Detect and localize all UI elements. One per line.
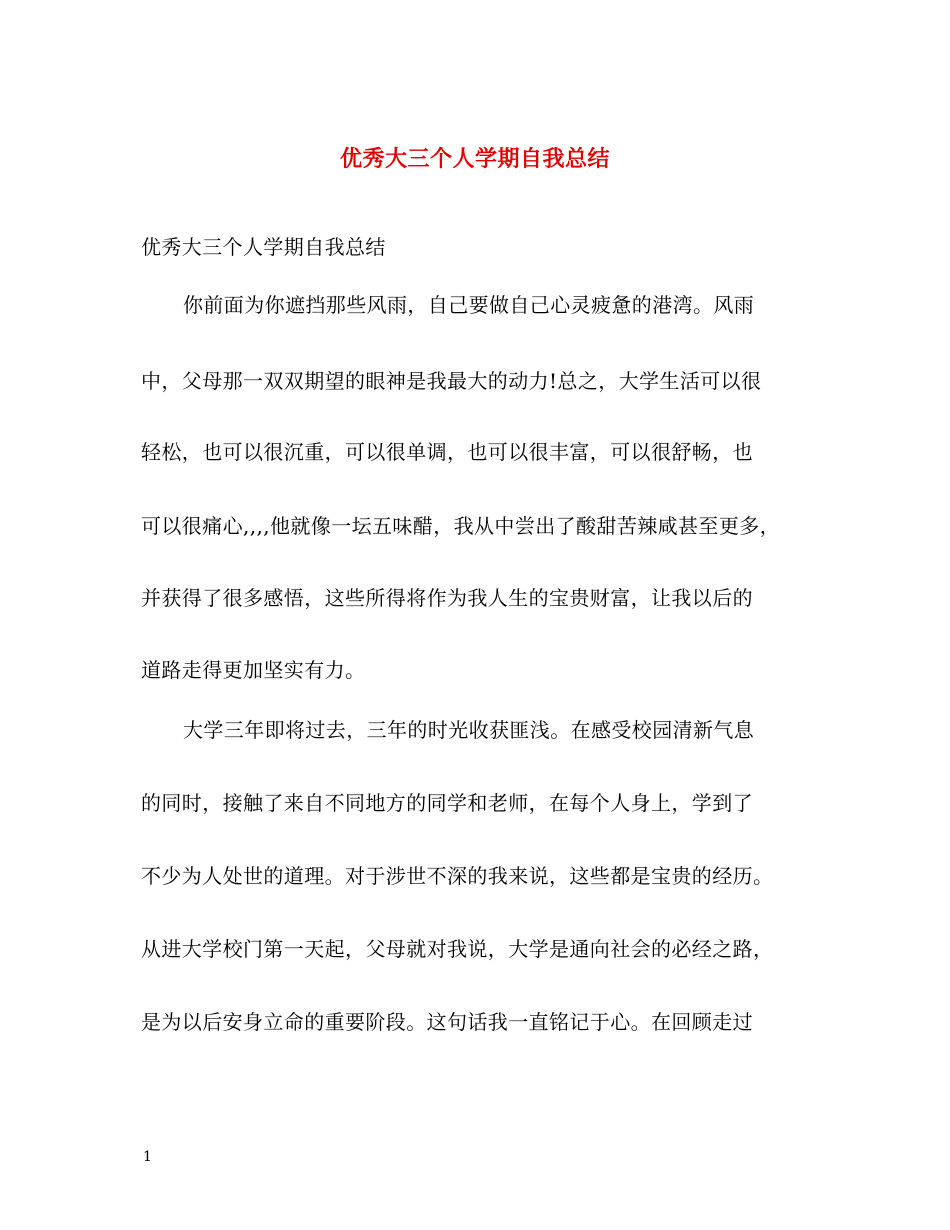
paragraph-line: 不少为人处世的道理。对于涉世不深的我来说，这些都是宝贵的经历。 [141, 864, 774, 888]
paragraph-line: 大学三年即将过去，三年的时光收获匪浅。在感受校园清新气息 [183, 718, 755, 742]
paragraph-line: 轻松，也可以很沉重，可以很单调，也可以很丰富，可以很舒畅，也 [141, 440, 753, 464]
paragraph-line: 是为以后安身立命的重要阶段。这句话我一直铭记于心。在回顾走过 [141, 1010, 753, 1034]
paragraph-line: 中，父母那一双双期望的眼神是我最大的动力!总之，大学生活可以很 [141, 369, 762, 393]
paragraph-line: 道路走得更加坚实有力。 [141, 658, 366, 682]
page-title: 优秀大三个人学期自我总结 [339, 146, 610, 172]
document-subtitle: 优秀大三个人学期自我总结 [141, 235, 386, 259]
paragraph-line: 你前面为你遮挡那些风雨，自己要做自己心灵疲惫的港湾。风雨 [183, 293, 755, 317]
page-number: 1 [143, 1149, 152, 1165]
paragraph-line: 的同时，接触了来自不同地方的同学和老师，在每个人身上，学到了 [141, 791, 753, 815]
paragraph-line: 可以很痛心,,,,他就像一坛五味醋，我从中尝出了酸甜苦辣咸甚至更多， [141, 514, 781, 538]
paragraph-line: 并获得了很多感悟，这些所得将作为我人生的宝贵财富，让我以后的 [141, 586, 753, 610]
paragraph-line: 从进大学校门第一天起，父母就对我说，大学是通向社会的必经之路， [141, 937, 774, 961]
